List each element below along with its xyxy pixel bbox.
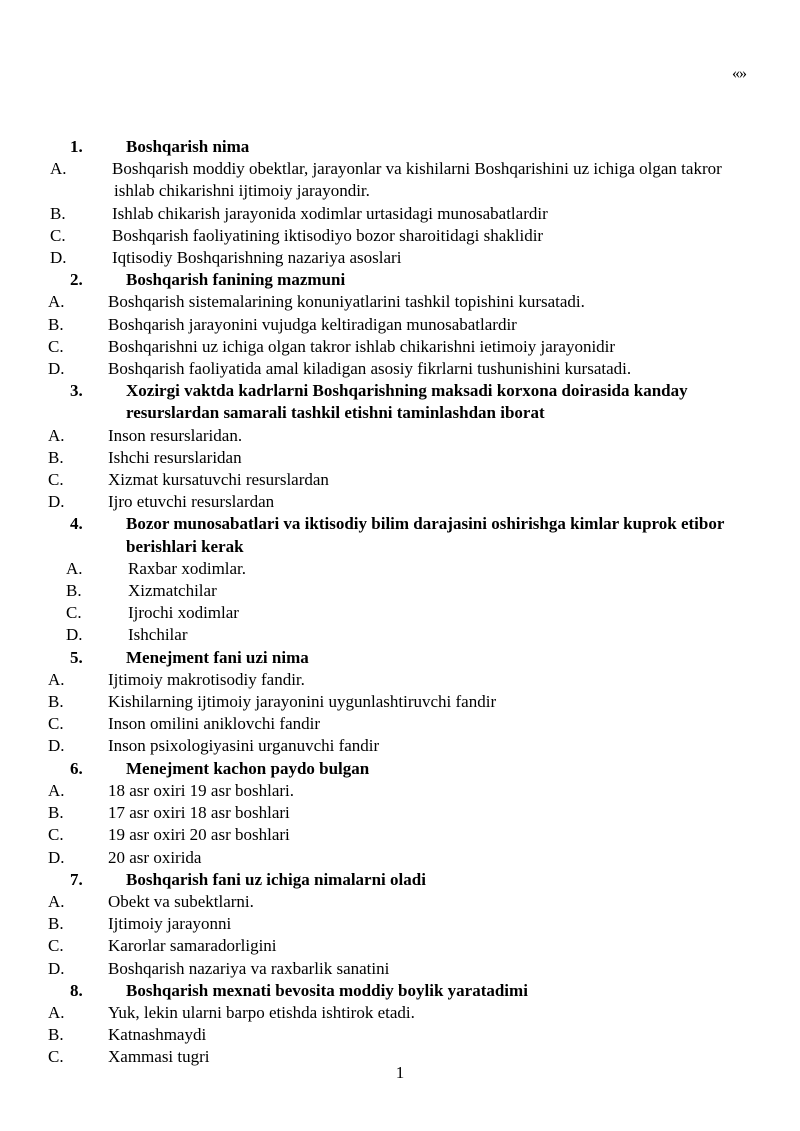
answer-option[interactable]: [0, 935, 800, 957]
answer-option[interactable]: [0, 425, 800, 447]
option-text: Obekt va subektlarni.: [108, 891, 254, 911]
question-title: Boshqarish mexnati bevosita moddiy boylik yaratadimi: [126, 980, 528, 1000]
option-letter: C.: [48, 714, 64, 734]
option-text: Iqtisodiy Boshqarishning nazariya asoslari: [112, 248, 402, 268]
option-text: Yuk, lekin ularni barpo etishda ishtirok etadi.: [108, 1002, 415, 1022]
option-letter: A.: [48, 891, 65, 911]
option-text: Boshqarish faoliyatining iktisodiyo bozor sharoitidagi shaklidir: [112, 225, 544, 245]
question-heading: [0, 136, 800, 158]
answer-option[interactable]: [0, 913, 800, 935]
question-number: 2.: [70, 270, 83, 290]
answer-option[interactable]: [0, 735, 800, 757]
option-letter: B.: [48, 692, 64, 712]
answer-option[interactable]: [0, 447, 800, 469]
option-letter: C.: [48, 936, 64, 956]
question-title: Boshqarish nima: [126, 137, 250, 156]
option-letter: A.: [66, 558, 83, 578]
option-list: [0, 780, 800, 869]
question-heading: [0, 269, 800, 291]
option-text: Xizmatchilar: [128, 581, 217, 601]
option-text: 18 asr oxiri 19 asr boshlari.: [108, 780, 295, 800]
answer-option[interactable]: [0, 602, 800, 624]
question-title: Bozor munosabatlari va iktisodiy bilim darajasini oshirishga kimlar kuprok etibor berishlari kerak: [126, 514, 725, 556]
option-letter: A.: [50, 159, 67, 179]
option-text: Ijrochi xodimlar: [128, 603, 239, 623]
option-text: Inson psixologiyasini urganuvchi fandir: [108, 736, 380, 756]
option-list: [0, 291, 800, 380]
option-letter: C.: [48, 1047, 64, 1067]
question-title: Menejment fani uzi nima: [126, 647, 309, 667]
option-letter: A.: [48, 292, 65, 312]
question-block: [0, 513, 800, 646]
question-heading: [0, 647, 800, 669]
answer-option[interactable]: [0, 291, 800, 313]
option-text: Kishilarning ijtimoiy jarayonini uygunlashtiruvchi fandir: [108, 692, 497, 712]
answer-option[interactable]: [0, 1024, 800, 1046]
question-block: [0, 380, 800, 513]
question-title: Menejment kachon paydo bulgan: [126, 758, 370, 778]
option-letter: D.: [48, 847, 65, 867]
option-letter: D.: [48, 958, 65, 978]
answer-option[interactable]: [0, 669, 800, 691]
answer-option[interactable]: [0, 891, 800, 913]
option-text: Raxbar xodimlar.: [128, 558, 247, 578]
option-letter: B.: [66, 581, 82, 601]
answer-option[interactable]: [0, 558, 800, 580]
option-text: Xizmat kursatuvchi resurslardan: [108, 470, 329, 490]
answer-option[interactable]: [0, 580, 800, 602]
option-letter: C.: [66, 603, 82, 623]
question-number: 1.: [70, 137, 83, 156]
option-letter: B.: [48, 914, 64, 934]
question-block: [0, 758, 800, 869]
option-letter: A.: [48, 669, 65, 689]
option-list: [0, 669, 800, 758]
question-heading: [0, 380, 800, 424]
option-text: Boshqarish moddiy obektlar, jarayonlar va kishilarni Boshqarishini uz ichiga olgan takror ishlab chikarishni ijtimoiy jarayondir.: [112, 159, 722, 201]
question-block: [0, 980, 800, 1069]
option-letter: D.: [48, 359, 65, 379]
option-letter: D.: [48, 736, 65, 756]
option-text: 20 asr oxirida: [108, 847, 202, 867]
option-letter: B.: [48, 803, 64, 823]
answer-option[interactable]: [0, 691, 800, 713]
answer-option[interactable]: [0, 780, 800, 802]
option-text: Ijro etuvchi resurslardan: [108, 492, 275, 512]
answer-option[interactable]: [0, 336, 800, 358]
option-text: Boshqarishni uz ichiga olgan takror ishlab chikarishni ietimoiy jarayonidir: [108, 336, 616, 356]
option-text: 17 asr oxiri 18 asr boshlari: [108, 803, 290, 823]
answer-option[interactable]: [0, 958, 800, 980]
option-text: Ishchilar: [128, 625, 188, 645]
answer-option[interactable]: [0, 713, 800, 735]
answer-option[interactable]: [0, 469, 800, 491]
question-heading: [0, 980, 800, 1002]
question-block: [0, 136, 800, 269]
option-text: Xammasi tugri: [108, 1047, 210, 1067]
header-quote-mark: «»: [732, 65, 746, 82]
option-text: Inson omilini aniklovchi fandir: [108, 714, 320, 734]
question-block: [0, 647, 800, 758]
option-list: [0, 425, 800, 514]
answer-option[interactable]: [0, 847, 800, 869]
option-list: [0, 558, 800, 647]
answer-option[interactable]: [0, 225, 800, 247]
option-letter: B.: [48, 447, 64, 467]
option-text: Ishchi resurslaridan: [108, 447, 242, 467]
question-number: 5.: [70, 647, 83, 667]
question-number: 7.: [70, 869, 83, 889]
answer-option[interactable]: [0, 824, 800, 846]
answer-option[interactable]: [0, 491, 800, 513]
question-number: 4.: [70, 514, 83, 534]
questions-container: [0, 136, 800, 1069]
question-heading: [0, 513, 800, 557]
option-text: Karorlar samaradorligini: [108, 936, 277, 956]
option-letter: D.: [50, 248, 67, 268]
option-letter: C.: [50, 225, 66, 245]
option-list: [0, 891, 800, 980]
option-text: Boshqarish nazariya va raxbarlik sanatini: [108, 958, 390, 978]
answer-option[interactable]: [0, 158, 800, 202]
answer-option[interactable]: [0, 247, 800, 269]
question-number: 6.: [70, 758, 83, 778]
option-text: Boshqarish faoliyatida amal kiladigan asosiy fikrlarni tushunishini kursatadi.: [108, 359, 632, 379]
option-text: Ijtimoiy makrotisodiy fandir.: [108, 669, 305, 689]
answer-option[interactable]: [0, 203, 800, 225]
answer-option[interactable]: [0, 358, 800, 380]
option-letter: C.: [48, 336, 64, 356]
option-letter: B.: [48, 314, 64, 334]
option-letter: A.: [48, 780, 65, 800]
option-letter: D.: [48, 492, 65, 512]
option-text: 19 asr oxiri 20 asr boshlari: [108, 825, 290, 845]
option-letter: C.: [48, 470, 64, 490]
question-title: Xozirgi vaktda kadrlarni Boshqarishning maksadi korxona doirasida kanday resurslardan samarali tashkil etishni taminlashdan iborat: [126, 381, 688, 423]
question-number: 3.: [70, 381, 83, 401]
option-text: Ijtimoiy jarayonni: [108, 914, 232, 934]
option-text: Boshqarish sistemalarining konuniyatlarini tashkil topishini kursatadi.: [108, 292, 585, 312]
question-heading: [0, 758, 800, 780]
option-letter: A.: [48, 425, 65, 445]
question-block: [0, 869, 800, 980]
option-letter: A.: [48, 1002, 65, 1022]
question-title: Boshqarish fanining mazmuni: [126, 270, 346, 290]
option-letter: D.: [66, 625, 83, 645]
option-list: [0, 158, 800, 269]
option-text: Katnashmaydi: [108, 1025, 207, 1045]
option-list: [0, 1002, 800, 1069]
option-text: Inson resurslaridan.: [108, 425, 243, 445]
answer-option[interactable]: [0, 802, 800, 824]
option-letter: C.: [48, 825, 64, 845]
answer-option[interactable]: [0, 1002, 800, 1024]
question-block: [0, 269, 800, 380]
answer-option[interactable]: [0, 314, 800, 336]
option-letter: B.: [50, 203, 66, 223]
question-title: Boshqarish fani uz ichiga nimalarni oladi: [126, 869, 426, 889]
option-text: Ishlab chikarish jarayonida xodimlar urtasidagi munosabatlardir: [112, 203, 548, 223]
answer-option[interactable]: [0, 624, 800, 646]
question-heading: [0, 869, 800, 891]
page-number: 1: [395, 1063, 405, 1082]
option-letter: B.: [48, 1025, 64, 1045]
question-number: 8.: [70, 980, 83, 1000]
option-text: Boshqarish jarayonini vujudga keltiradigan munosabatlardir: [108, 314, 517, 334]
